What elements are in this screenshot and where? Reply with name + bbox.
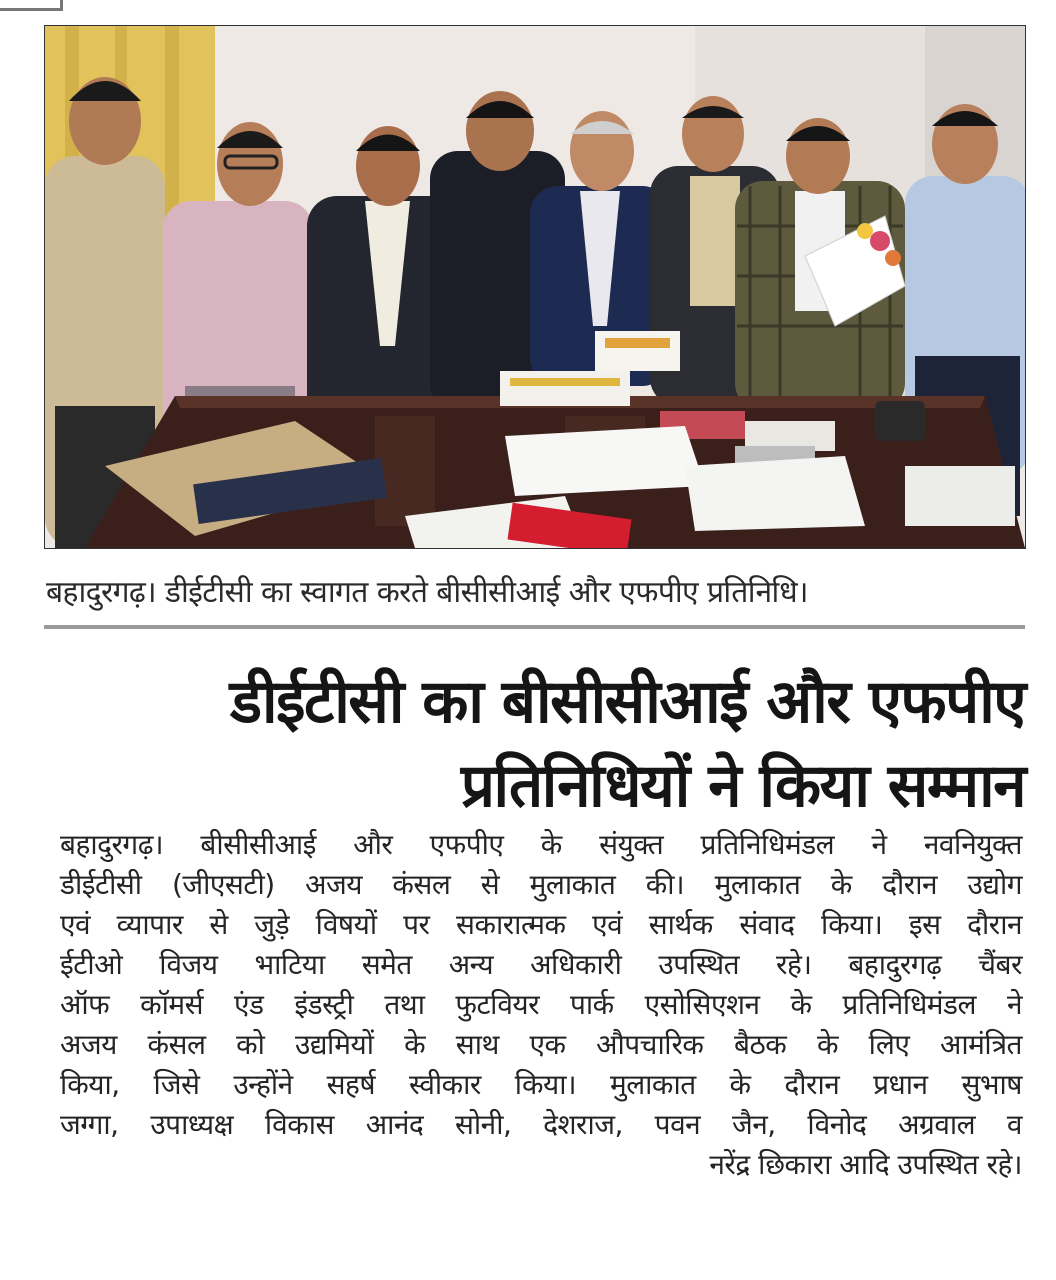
group-photo-icon bbox=[45, 26, 1025, 548]
body-line: ऑफ कॉमर्स एंड इंडस्ट्री तथा फुटवियर पार्क एसोसिएशन के प्रतिनिधिमंडल ने bbox=[60, 988, 1022, 1021]
article-body bbox=[60, 825, 1022, 1185]
body-line: ईटीओ विजय भाटिया समेत अन्य अधिकारी उपस्थित रहे। बहादुरगढ़ चैंबर bbox=[60, 948, 1022, 981]
previous-article-edge bbox=[0, 0, 63, 11]
body-line: अजय कंसल को उद्यमियों के साथ एक औपचारिक बैठक के लिए आमंत्रित bbox=[60, 1028, 1022, 1061]
body-line: किया, जिसे उन्होंने सहर्ष स्वीकार किया। मुलाकात के दौरान प्रधान सुभाष bbox=[60, 1068, 1022, 1101]
body-line: नरेंद्र छिकारा आदि उपस्थित रहे। bbox=[709, 1148, 1022, 1181]
news-photo bbox=[44, 25, 1026, 549]
body-line: जग्गा, उपाध्यक्ष विकास आनंद सोनी, देशराज, पवन जैन, विनोद अग्रवाल व bbox=[60, 1108, 1022, 1141]
body-line: एवं व्यापार से जुड़े विषयों पर सकारात्मक एवं सार्थक संवाद किया। इस दौरान bbox=[60, 908, 1022, 941]
photo-caption: बहादुरगढ़। डीईटीसी का स्वागत करते बीसीसीआई और एफपीए प्रतिनिधि। bbox=[46, 575, 808, 610]
body-line: डीईटीसी (जीएसटी) अजय कंसल से मुलाकात की। मुलाकात के दौरान उद्योग bbox=[60, 868, 1022, 901]
headline-line: प्रतिनिधियों ने किया सम्मान bbox=[460, 751, 1025, 821]
headline bbox=[40, 660, 1025, 828]
headline-line: डीईटीसी का बीसीसीआई और एफपीए bbox=[229, 667, 1025, 737]
body-line: बहादुरगढ़। बीसीसीआई और एफपीए के संयुक्त प्रतिनिधिमंडल ने नवनियुक्त bbox=[60, 828, 1022, 861]
divider bbox=[44, 625, 1025, 629]
